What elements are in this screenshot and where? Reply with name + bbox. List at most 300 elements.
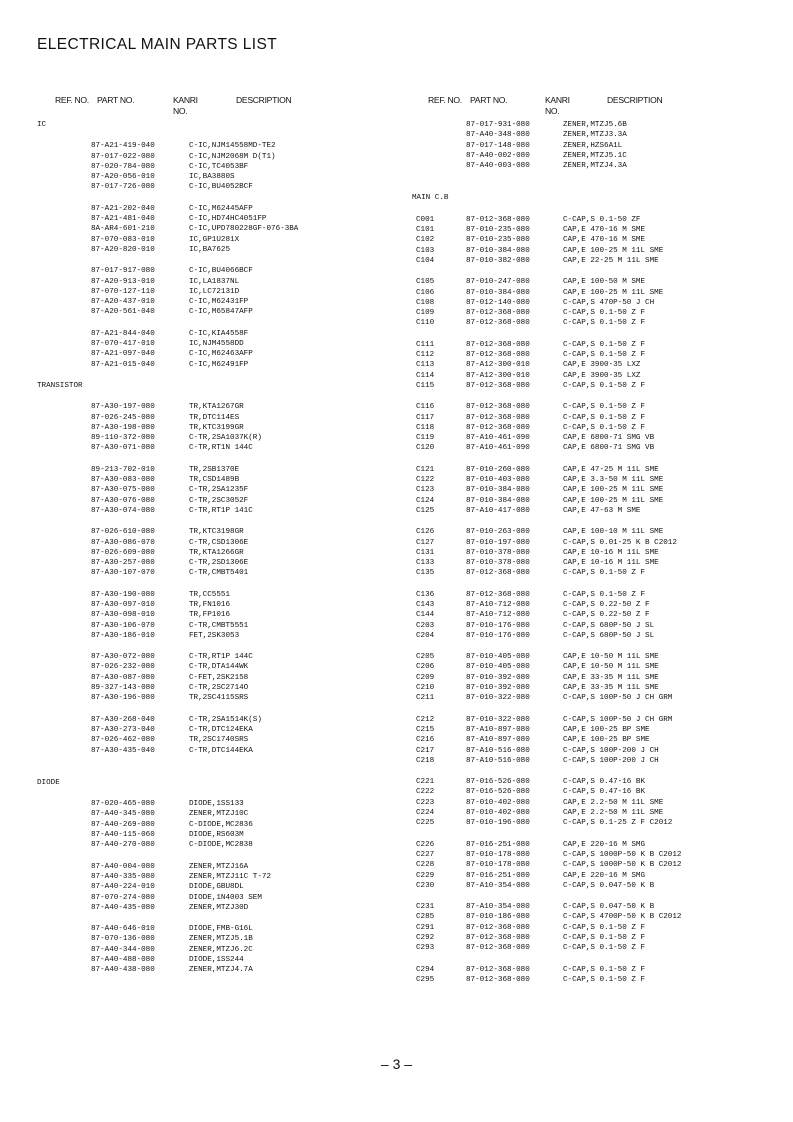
description: C-CAP,S 100P-50 J CH GRM	[563, 694, 673, 703]
part-no: 87-A30-197-080	[91, 403, 155, 412]
part-no: 87-016-251-080	[466, 840, 530, 849]
parts-row	[37, 809, 397, 819]
parts-row	[37, 297, 397, 307]
part-no: 87-010-235-080	[466, 226, 530, 235]
part-no: 87-012-368-080	[466, 403, 530, 412]
ref-no: C144	[416, 611, 435, 620]
parts-row	[412, 871, 782, 881]
part-no: 87-010-384-080	[466, 288, 530, 297]
part-no: 87-A40-002-080	[466, 151, 530, 160]
row-spacer	[37, 516, 397, 527]
part-no: 87-017-148-080	[466, 141, 530, 150]
row-spacer	[37, 913, 397, 924]
part-no: 87-010-196-080	[466, 819, 530, 828]
parts-row	[37, 652, 397, 662]
part-no: 87-A10-354-080	[466, 881, 530, 890]
part-no: 87-010-392-080	[466, 684, 530, 693]
parts-row	[412, 360, 782, 370]
parts-row	[412, 141, 782, 151]
part-no: 87-070-136-080	[91, 935, 155, 944]
parts-row	[412, 600, 782, 610]
parts-row	[37, 965, 397, 975]
description: TR,KTC3198GR	[189, 528, 244, 537]
part-no: 87-026-610-080	[91, 528, 155, 537]
part-no: 87-A10-354-080	[466, 903, 530, 912]
parts-row	[412, 850, 782, 860]
description: C-TR,2SA1037K(R)	[189, 434, 262, 443]
part-no: 87-012-368-080	[466, 923, 530, 932]
part-no: 87-010-176-080	[466, 631, 530, 640]
description: CAP,E 100-25 BP SME	[563, 725, 650, 734]
page-number: – 3 –	[380, 1056, 413, 1072]
parts-row	[412, 787, 782, 797]
parts-row	[412, 485, 782, 495]
part-no: 87-A40-646-010	[91, 925, 155, 934]
description: ZENER,MTZJ11C T-72	[189, 872, 272, 881]
ref-no: C133	[416, 559, 435, 568]
part-no: 87-A40-115-060	[91, 831, 155, 840]
part-no: 87-070-417-010	[91, 340, 155, 349]
parts-row	[412, 923, 782, 933]
parts-row	[412, 340, 782, 350]
part-no: 87-012-368-080	[466, 934, 530, 942]
description: C-CAP,S 0.1-50 Z F	[563, 340, 646, 349]
part-no: 87-A30-097-010	[91, 600, 155, 609]
ref-no: C110	[416, 319, 435, 328]
part-no: 87-A40-348-080	[466, 131, 530, 140]
section-label: TRANSISTOR	[37, 381, 83, 390]
ref-no: C221	[416, 778, 435, 787]
section-label: DIODE	[37, 778, 60, 787]
section-heading	[412, 193, 782, 203]
description: C-CAP,S 0.47-16 BK	[563, 788, 646, 797]
description: C-IC,NJM2068M D(T1)	[189, 152, 276, 161]
parts-row	[412, 725, 782, 735]
parts-row	[412, 881, 782, 891]
part-no: 87-070-274-080	[91, 893, 155, 902]
description: C-CAP,S 0.1-50 Z F	[563, 944, 646, 953]
description: C-IC,M62431FP	[189, 298, 249, 307]
part-no: 87-A20-056-010	[91, 173, 155, 182]
description: C-TR,DTA144WK	[189, 663, 249, 672]
parts-row	[412, 225, 782, 235]
part-no: 87-012-368-080	[466, 569, 530, 578]
part-no: 87-012-368-080	[466, 319, 530, 328]
description: C-IC,KIA4558F	[189, 329, 249, 338]
ref-no: C285	[416, 913, 435, 922]
ref-no: C122	[416, 476, 435, 485]
row-spacer	[412, 266, 782, 277]
description: C-TR,RT1P 144C	[189, 653, 253, 662]
part-no: 89-213-702-010	[91, 465, 155, 474]
description: CAP,E 220-16 M SMG	[563, 840, 646, 849]
part-no: 87-A21-481-040	[91, 215, 155, 224]
description: C-CAP,S 0.1-50 Z F	[563, 934, 646, 942]
header-ref-no-right: REF. NO.	[428, 95, 462, 105]
part-no: 87-A10-712-080	[466, 611, 530, 620]
parts-row	[37, 568, 397, 578]
part-no: 87-A30-190-080	[91, 590, 155, 599]
ref-no: C124	[416, 496, 435, 505]
description: C-CAP,S 0.1-50 Z F	[563, 965, 646, 974]
parts-row	[412, 965, 782, 975]
header-description: DESCRIPTION	[236, 95, 292, 105]
ref-no: C109	[416, 309, 435, 318]
description: TR,2SC1740SRS	[189, 736, 249, 745]
part-no: 87-010-405-080	[466, 663, 530, 672]
parts-row	[412, 130, 782, 140]
part-no: 87-A40-335-080	[91, 872, 155, 881]
description: C-IC,M62445AFP	[189, 204, 253, 213]
description: TR,CC5551	[189, 590, 231, 599]
part-no: 87-A40-435-080	[91, 903, 155, 912]
description: C-CAP,S 1000P-50 K B C2012	[563, 850, 682, 859]
row-spacer	[412, 171, 782, 182]
part-no: 87-A20-561-040	[91, 308, 155, 317]
description: C-CAP,S 0.1-50 Z F	[563, 569, 646, 578]
parts-row	[37, 683, 397, 693]
description: C-TR,DTC144EKA	[189, 746, 253, 755]
part-no: 87-016-526-080	[466, 788, 530, 797]
description: CAP,E 33-35 M 11L SME	[563, 673, 659, 682]
description: CAP,E 10-16 M 11L SME	[563, 548, 659, 557]
row-spacer	[37, 193, 397, 204]
parts-row	[412, 652, 782, 662]
description: C-DIODE,MC2836	[189, 820, 253, 829]
part-no: 87-A21-419-040	[91, 142, 155, 151]
part-no: 87-010-403-080	[466, 476, 530, 485]
parts-row	[412, 350, 782, 360]
parts-row	[37, 172, 397, 182]
ref-no: C104	[416, 256, 435, 265]
row-spacer	[37, 318, 397, 329]
parts-row	[37, 893, 397, 903]
ref-no: C103	[416, 246, 435, 255]
parts-row	[412, 693, 782, 703]
part-no: 87-020-465-080	[91, 800, 155, 809]
row-spacer	[412, 204, 782, 215]
description: C-TR,RT1P 141C	[189, 506, 253, 515]
section-label: IC	[37, 121, 47, 129]
row-spacer	[37, 851, 397, 862]
part-no: 87-012-140-080	[466, 298, 530, 307]
part-no: 87-010-378-080	[466, 548, 530, 557]
parts-row	[37, 496, 397, 506]
description: C-CAP,S 0.47-16 BK	[563, 778, 646, 787]
row-spacer	[412, 579, 782, 590]
part-no: 87-A40-345-080	[91, 810, 155, 819]
parts-row	[412, 288, 782, 298]
parts-row	[412, 735, 782, 745]
parts-row	[37, 934, 397, 944]
parts-row	[412, 840, 782, 850]
description: C-TR,CSD1306E	[189, 538, 249, 547]
part-no: 87-010-235-080	[466, 236, 530, 245]
row-spacer	[37, 130, 397, 141]
ref-no: C211	[416, 694, 435, 703]
parts-row	[412, 433, 782, 443]
description: C-IC,UPD780228GF-076-3BA	[189, 225, 299, 234]
row-spacer	[412, 766, 782, 777]
parts-row	[37, 924, 397, 934]
parts-row	[412, 298, 782, 308]
ref-no: C001	[416, 215, 435, 224]
parts-row	[412, 558, 782, 568]
description: ZENER,MTZJ3.3A	[563, 131, 627, 140]
parts-row	[37, 862, 397, 872]
description: C-IC,BU4052BCF	[189, 183, 253, 192]
part-no: 87-012-368-080	[466, 351, 530, 360]
description: CAP,E 100-25 M 11L SME	[563, 496, 664, 505]
header-kanri: KANRI	[173, 95, 198, 105]
parts-row	[412, 746, 782, 756]
part-no: 87-A21-015-040	[91, 360, 155, 369]
parts-row	[37, 506, 397, 516]
description: DIODE,GBU8DL	[189, 883, 244, 892]
part-no: 87-A30-072-080	[91, 653, 155, 662]
description: FET,2SK3053	[189, 631, 240, 640]
parts-row	[412, 120, 782, 130]
part-no: 87-070-127-110	[91, 287, 155, 296]
description: C-TR,CMBT5401	[189, 569, 249, 578]
description: CAP,E 470-16 M SME	[563, 236, 646, 245]
part-no: 87-070-083-010	[91, 235, 155, 244]
description: C-CAP,S 470P-50 J CH	[563, 298, 655, 307]
description: C-CAP,S 0.1-50 ZF	[563, 215, 641, 224]
ref-no: C111	[416, 340, 435, 349]
parts-row	[37, 224, 397, 234]
parts-row	[412, 808, 782, 818]
part-no: 87-A40-224-010	[91, 883, 155, 892]
ref-no: C117	[416, 413, 435, 422]
description: ZENER,MTZJ6.2C	[189, 945, 253, 954]
description: CAP,E 33-35 M 11L SME	[563, 684, 659, 693]
row-spacer	[37, 788, 397, 799]
ref-no: C206	[416, 663, 435, 672]
parts-row	[412, 215, 782, 225]
parts-row	[37, 204, 397, 214]
part-no: 87-A30-087-080	[91, 673, 155, 682]
description: C-TR,2SA1235F	[189, 486, 249, 495]
header-ref-no: REF. NO.	[55, 95, 89, 105]
description: DIODE,1SS133	[189, 800, 244, 809]
row-spacer	[412, 516, 782, 527]
parts-row	[412, 943, 782, 953]
parts-row	[37, 621, 397, 631]
parts-row	[37, 266, 397, 276]
description: C-CAP,S 0.1-50 Z F	[563, 309, 646, 318]
parts-row	[412, 151, 782, 161]
part-no: 87-A30-435-040	[91, 746, 155, 755]
part-no: 87-A21-097-040	[91, 350, 155, 359]
description: CAP,E 470-16 M SME	[563, 226, 646, 235]
description: TR,2SC4115SRS	[189, 694, 249, 703]
parts-row	[412, 818, 782, 828]
ref-no: C293	[416, 944, 435, 953]
part-no: 87-A40-488-080	[91, 956, 155, 964]
part-no: 89-110-372-080	[91, 434, 155, 443]
ref-no: C135	[416, 569, 435, 578]
part-no: 87-A30-075-080	[91, 486, 155, 495]
parts-row	[37, 872, 397, 882]
ref-no: C291	[416, 923, 435, 932]
parts-row	[37, 820, 397, 830]
description: IC,BA7625	[189, 245, 231, 254]
parts-row	[37, 307, 397, 317]
parts-row	[412, 631, 782, 641]
ref-no: C212	[416, 715, 435, 724]
ref-no: C292	[416, 934, 435, 942]
row-spacer	[412, 891, 782, 902]
parts-row	[412, 465, 782, 475]
description: TR,CSD1489B	[189, 476, 240, 485]
part-no: 87-012-368-080	[466, 590, 530, 599]
part-no: 87-A12-300-010	[466, 371, 530, 380]
parts-row	[37, 631, 397, 641]
description: TR,DTC114ES	[189, 413, 240, 422]
parts-row	[37, 527, 397, 537]
parts-row	[37, 882, 397, 892]
parts-row	[37, 955, 397, 965]
part-no: 87-A40-270-080	[91, 841, 155, 850]
description: C-FET,2SK2158	[189, 673, 249, 682]
description: IC,BA3880S	[189, 173, 235, 182]
part-no: 87-A30-268-040	[91, 715, 155, 724]
description: C-CAP,S 0.1-25 Z F C2012	[563, 819, 673, 828]
description: C-CAP,S 0.01-25 K B C2012	[563, 538, 677, 547]
part-no: 87-010-263-080	[466, 528, 530, 537]
parts-row	[412, 277, 782, 287]
part-no: 87-016-251-080	[466, 871, 530, 880]
description: C-IC,HD74HC4051FP	[189, 215, 267, 224]
part-no: 87-A10-897-080	[466, 725, 530, 734]
description: CAP,E 10-50 M 11L SME	[563, 663, 659, 672]
part-no: 87-A40-344-080	[91, 945, 155, 954]
part-no: 87-A30-186-010	[91, 631, 155, 640]
parts-row	[37, 287, 397, 297]
parts-row	[37, 538, 397, 548]
description: TR,FP1016	[189, 611, 231, 620]
part-no: 87-A10-417-080	[466, 506, 530, 515]
description: C-CAP,S 100P-50 J CH GRM	[563, 715, 673, 724]
part-no: 87-010-178-080	[466, 861, 530, 870]
parts-row	[412, 860, 782, 870]
ref-no: C209	[416, 673, 435, 682]
part-no: 87-010-384-080	[466, 246, 530, 255]
section-heading	[37, 120, 397, 130]
description: C-CAP,S 0.1-50 Z F	[563, 975, 646, 984]
part-no: 87-026-462-080	[91, 736, 155, 745]
description: C-CAP,S 0.1-50 Z F	[563, 319, 646, 328]
row-spacer	[37, 579, 397, 590]
parts-row	[412, 975, 782, 985]
part-no: 87-010-384-080	[466, 486, 530, 495]
ref-no: C105	[416, 278, 435, 287]
part-no: 87-017-931-080	[466, 121, 530, 129]
parts-row	[412, 662, 782, 672]
description: C-CAP,S 0.1-50 Z F	[563, 590, 646, 599]
parts-row	[37, 725, 397, 735]
description: CAP,E 220-16 M SMG	[563, 871, 646, 880]
ref-no: C226	[416, 840, 435, 849]
ref-no: C228	[416, 861, 435, 870]
part-no: 87-026-245-080	[91, 413, 155, 422]
parts-row	[37, 590, 397, 600]
description: CAP,E 100-25 BP SME	[563, 736, 650, 745]
ref-no: C120	[416, 444, 435, 453]
description: CAP,E 6800-71 SMG VB	[563, 434, 655, 443]
parts-row	[412, 568, 782, 578]
part-no: 87-012-368-080	[466, 975, 530, 984]
part-no: 87-010-402-080	[466, 798, 530, 807]
row-spacer	[412, 829, 782, 840]
row-spacer	[37, 767, 397, 778]
description: ZENER,MTZJ5.1C	[563, 151, 627, 160]
part-no: 87-010-176-080	[466, 621, 530, 630]
parts-row	[37, 693, 397, 703]
header-description-right: DESCRIPTION	[607, 95, 663, 105]
part-no: 87-012-368-080	[466, 381, 530, 390]
ref-no: C125	[416, 506, 435, 515]
description: TR,KTC3199GR	[189, 423, 244, 432]
ref-no: C295	[416, 975, 435, 984]
ref-no: C126	[416, 528, 435, 537]
parts-row	[37, 945, 397, 955]
description: DIODE,1SS244	[189, 956, 244, 964]
parts-row	[412, 161, 782, 171]
part-no: 87-010-197-080	[466, 538, 530, 547]
part-no: 87-A30-071-080	[91, 444, 155, 453]
description: CAP,E 100-25 M 11L SME	[563, 486, 664, 495]
parts-row	[412, 246, 782, 256]
part-no: 87-017-917-080	[91, 267, 155, 276]
row-spacer	[37, 704, 397, 715]
parts-row	[412, 590, 782, 600]
ref-no: C116	[416, 403, 435, 412]
part-no: 87-010-384-080	[466, 496, 530, 505]
parts-row	[37, 423, 397, 433]
description: CAP,E 6800-71 SMG VB	[563, 444, 655, 453]
parts-row	[37, 548, 397, 558]
part-no: 87-A40-003-080	[466, 162, 530, 171]
parts-column-left	[37, 120, 397, 976]
description: CAP,E 10-50 M 11L SME	[563, 653, 659, 662]
description: ZENER,MTZJ4.7A	[189, 966, 253, 975]
part-no: 87-026-232-080	[91, 663, 155, 672]
part-no: 87-A30-076-080	[91, 496, 155, 505]
part-no: 87-A30-098-010	[91, 611, 155, 620]
ref-no: C225	[416, 819, 435, 828]
parts-row	[37, 830, 397, 840]
parts-row	[412, 912, 782, 922]
description: IC,NJM4558DD	[189, 340, 244, 349]
part-no: 87-012-368-080	[466, 413, 530, 422]
description: ZENER,MTZJ30D	[189, 903, 249, 912]
part-no: 87-A30-086-070	[91, 538, 155, 547]
parts-row	[412, 235, 782, 245]
part-no: 87-A20-913-010	[91, 277, 155, 286]
parts-row	[412, 371, 782, 381]
description: C-IC,M65847AFP	[189, 308, 253, 317]
ref-no: C112	[416, 351, 435, 360]
part-no: 87-016-526-080	[466, 778, 530, 787]
parts-row	[37, 277, 397, 287]
section-heading	[37, 381, 397, 391]
parts-row	[412, 548, 782, 558]
part-no: 87-010-322-080	[466, 715, 530, 724]
description: IC,GP1U281X	[189, 235, 240, 244]
description: C-CAP,S 0.1-50 Z F	[563, 381, 646, 390]
